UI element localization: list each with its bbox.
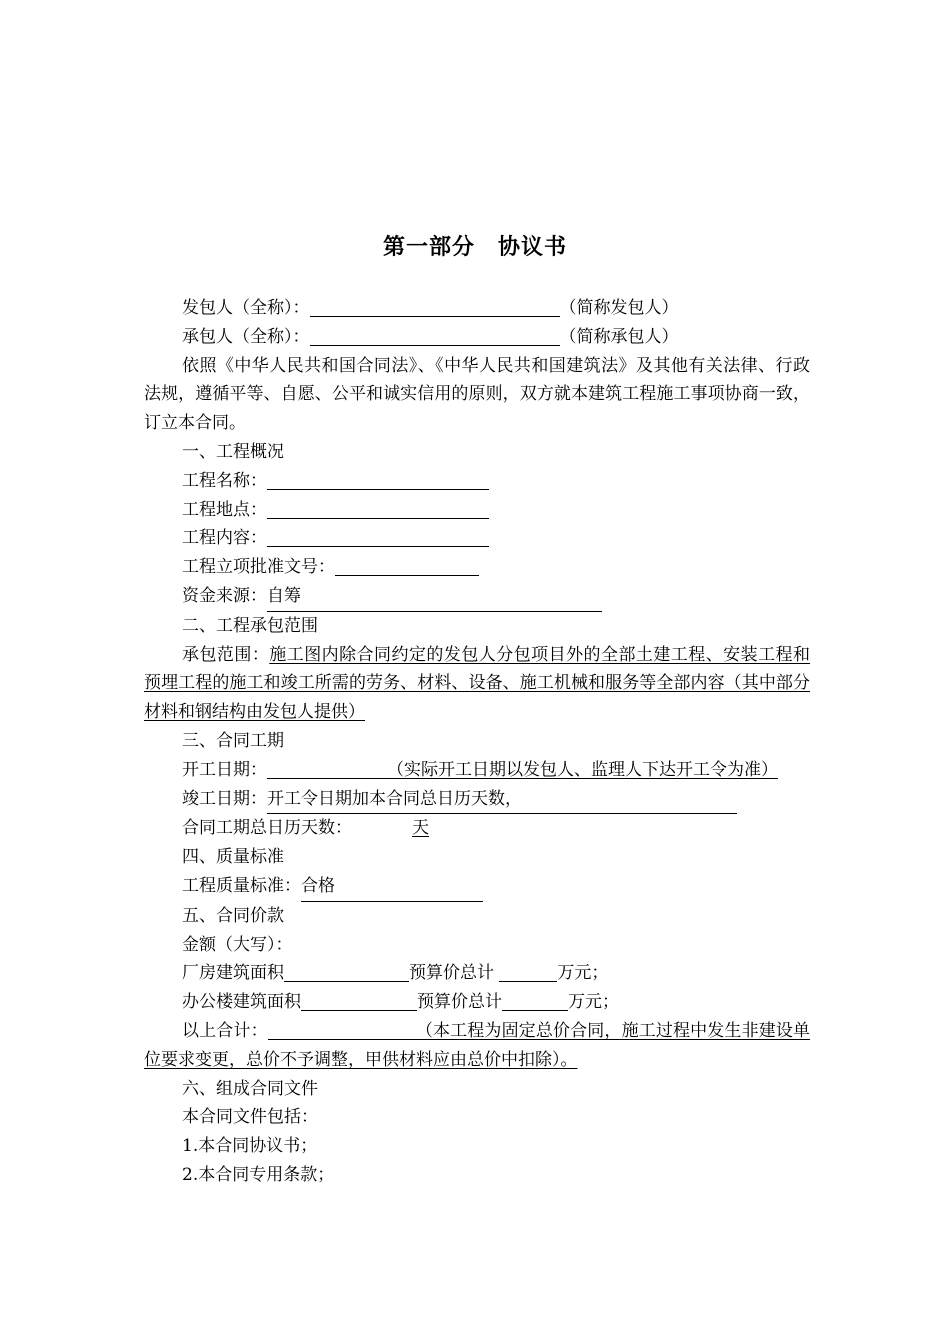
- section-4-heading: 四、质量标准: [182, 847, 284, 868]
- fund-source-line: [144, 582, 810, 612]
- start-date-note: （实际开工日期以发包人、监理人下达开工令为准）: [387, 759, 778, 780]
- contractor-line: [144, 323, 810, 352]
- total-price-label: 以上合计：: [182, 1020, 268, 1041]
- scope-label: 承包范围：: [182, 644, 270, 665]
- office-area-label: 办公楼建筑面积: [182, 992, 301, 1013]
- scope-value: 施工图内除合同约定的发包人分包项目外的全部土建工程、安装工程和预埋工程的施工和竣工所需的劳务、材料、设备、施工机械和服务等全部内容（其中部分材料和钢结构由发包人提供）: [144, 644, 811, 723]
- fund-source-text: 自筹: [267, 585, 301, 606]
- fund-source-label: 资金来源：: [182, 585, 267, 606]
- approval-number-field[interactable]: [335, 557, 479, 576]
- section-3-heading: 三、合同工期: [182, 730, 284, 751]
- end-date-line: [144, 785, 810, 815]
- section-6-heading: 六、组成合同文件: [182, 1078, 318, 1099]
- start-date-field[interactable]: [267, 760, 387, 779]
- quality-value[interactable]: [301, 872, 483, 902]
- section-5-heading: 五、合同价款: [182, 905, 284, 926]
- project-location-field[interactable]: [267, 500, 489, 519]
- office-budget-label: 预算价总计: [417, 992, 502, 1013]
- contractor-short: （简称承包人）: [559, 326, 679, 347]
- project-name-line: [144, 467, 810, 496]
- end-date-value[interactable]: [267, 785, 737, 815]
- project-content-field[interactable]: [267, 528, 489, 547]
- project-name-field[interactable]: [267, 471, 489, 490]
- project-content-line: [144, 524, 810, 553]
- end-date-label: 竣工日期：: [182, 788, 267, 809]
- scope-paragraph: [144, 641, 810, 727]
- total-price-paragraph: [144, 1017, 810, 1075]
- document-title: 第一部分 协议书: [382, 234, 567, 260]
- office-budget-field[interactable]: [502, 992, 568, 1011]
- plant-budget-label: 预算价总计: [409, 963, 494, 984]
- plant-area-line: [144, 959, 810, 988]
- intro-paragraph: 依照《中华人民共和国合同法》、《中华人民共和国建筑法》及其他有关法律、行政法规，遵循平等、自愿、公平和诚实信用的原则，双方就本建筑工程施工事项协商一致，订立本合同。: [144, 355, 810, 434]
- office-area-field[interactable]: [301, 992, 417, 1011]
- approval-number-label: 工程立项批准文号：: [182, 557, 335, 578]
- employer-line: [144, 294, 810, 323]
- total-days-unit: 天: [412, 818, 429, 839]
- employer-name-field[interactable]: [310, 298, 560, 317]
- office-budget-unit: 万元；: [568, 992, 619, 1013]
- section-2-heading: 二、工程承包范围: [182, 615, 318, 636]
- project-location-label: 工程地点：: [182, 499, 267, 520]
- employer-label: 发包人（全称）：: [182, 298, 310, 318]
- contractor-name-field[interactable]: [310, 327, 560, 346]
- plant-budget-unit: 万元；: [557, 963, 609, 984]
- total-price-note: （本工程为固定总价合同，施工过程中发生非建设单位要求变更，总价不予调整，甲供材料应由总价中扣除）。: [144, 1020, 811, 1070]
- amount-line: 金额（大写）：: [182, 934, 293, 955]
- contractor-label: 承包人（全称）：: [182, 326, 310, 347]
- project-location-line: [144, 496, 810, 525]
- plant-budget-field[interactable]: [499, 963, 557, 982]
- quality-line: [144, 872, 810, 902]
- employer-short: （简称发包人）: [559, 298, 679, 318]
- total-days-label: 合同工期总日历天数：: [182, 818, 352, 839]
- plant-area-field[interactable]: [284, 963, 409, 982]
- start-date-label: 开工日期：: [182, 759, 267, 780]
- plant-area-label: 厂房建筑面积: [182, 963, 284, 984]
- fund-source-value[interactable]: [267, 582, 602, 612]
- documents-intro: 本合同文件包括：: [182, 1107, 318, 1128]
- quality-label: 工程质量标准：: [182, 875, 301, 896]
- start-date-paragraph: [144, 756, 810, 785]
- document-body: [144, 294, 810, 1190]
- end-date-text: 开工令日期加本合同总日历天数，: [267, 788, 522, 809]
- document-item-2: 2.本合同专用条款；: [182, 1164, 335, 1185]
- office-area-line: [144, 988, 810, 1017]
- total-days-line: [144, 814, 810, 843]
- approval-number-line: [144, 553, 810, 582]
- quality-text: 合格: [301, 875, 335, 896]
- project-content-label: 工程内容：: [182, 528, 267, 549]
- project-name-label: 工程名称：: [182, 470, 267, 491]
- section-1-heading: 一、工程概况: [182, 441, 284, 462]
- document-item-1: 1.本合同协议书；: [182, 1136, 318, 1157]
- total-price-field[interactable]: [268, 1021, 416, 1040]
